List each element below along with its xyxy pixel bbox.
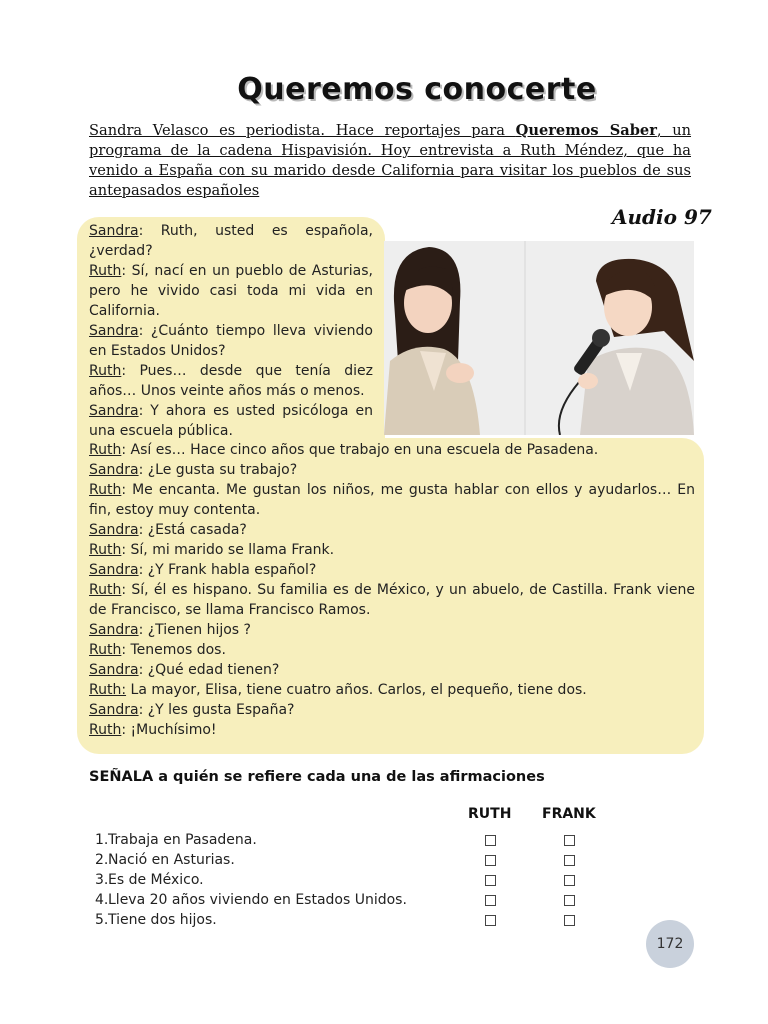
statement-row (95, 910, 435, 930)
dialog-line (89, 540, 695, 560)
dialog-text: : Sí, él es hispano. Su familia es de México, y un abuelo, de Castilla. Frank viene de Francisco, se llama Francisco Ramos. (89, 582, 695, 618)
dialog-bottom (89, 440, 695, 740)
dialog-text: : ¿Y les gusta España? (138, 702, 295, 718)
speaker-name: Ruth (89, 722, 122, 738)
dialog-line (89, 361, 373, 401)
dialog-line (89, 640, 695, 660)
dialog-line (89, 221, 373, 261)
statement-number: 3. (95, 872, 109, 888)
speaker-name: Ruth (89, 442, 122, 458)
intro-text-1: Sandra Velasco es periodista. Hace reportajes para (89, 122, 516, 139)
page-title: Queremos conocerte (237, 72, 597, 107)
dialog-line (89, 560, 695, 580)
program-name: Queremos Saber (515, 122, 657, 139)
checkbox-frank-1[interactable] (564, 835, 575, 846)
column-header-frank: FRANK (542, 806, 596, 822)
column-header-ruth: RUTH (468, 806, 512, 822)
speaker-name: Sandra (89, 702, 139, 718)
dialog-line (89, 401, 373, 441)
dialog-line (89, 580, 695, 620)
statement-row (95, 850, 435, 870)
statement-text: Lleva 20 años viviendo en Estados Unidos. (108, 892, 407, 908)
statement-number: 2. (95, 852, 109, 868)
checkbox-frank-4[interactable] (564, 895, 575, 906)
exercise-instruction: SEÑALA a quién se refiere cada una de las afirmaciones (89, 769, 545, 785)
speaker-name: Ruth (89, 542, 122, 558)
speaker-name: Sandra (89, 622, 139, 638)
statement-text: Es de México. (108, 872, 204, 888)
statement-text: Trabaja en Pasadena. (108, 832, 257, 848)
dialog-text: : ¿Está casada? (138, 522, 247, 538)
statement-text: Tiene dos hijos. (108, 912, 217, 928)
checkbox-frank-3[interactable] (564, 875, 575, 886)
dialog-line (89, 680, 695, 700)
dialog-text: : Me encanta. Me gustan los niños, me gusta hablar con ellos y ayudarlos… En fin, estoy muy contenta. (89, 482, 695, 518)
dialog-text: : Sí, nací en un pueblo de Asturias, pero he vivido casi toda mi vida en California. (89, 263, 373, 319)
dialog-text: : ¿Y Frank habla español? (138, 562, 317, 578)
intro-paragraph (89, 121, 691, 201)
speaker-name: Ruth: (89, 682, 127, 698)
statement-row (95, 890, 435, 910)
dialog-line (89, 440, 695, 460)
intro-text-2: , un programa de la cadena Hispavisión. Hoy entrevista a Ruth Méndez, que ha venido a España con su marido desde California para visitar los pueblos de sus antepasados españoles (89, 122, 692, 199)
checkbox-ruth-5[interactable] (485, 915, 496, 926)
statement-row (95, 830, 435, 850)
dialog-text: : ¿Tienen hijos ? (138, 622, 251, 638)
interview-illustration (384, 241, 694, 435)
dialog-text: : ¡Muchísimo! (121, 722, 217, 738)
checkbox-frank-5[interactable] (564, 915, 575, 926)
statement-number: 4. (95, 892, 109, 908)
dialog-text: : ¿Cuánto tiempo lleva viviendo en Estados Unidos? (89, 323, 373, 359)
dialog-line (89, 460, 695, 480)
dialog-text: : ¿Qué edad tienen? (138, 662, 280, 678)
dialog-line (89, 480, 695, 520)
checkbox-frank-2[interactable] (564, 855, 575, 866)
speaker-name: Sandra (89, 403, 139, 419)
speaker-name: Sandra (89, 562, 139, 578)
speaker-name: Sandra (89, 462, 139, 478)
dialog-line (89, 261, 373, 321)
dialog-text: : Sí, mi marido se llama Frank. (121, 542, 335, 558)
speaker-name: Ruth (89, 363, 122, 379)
dialog-line (89, 720, 695, 740)
speaker-name: Ruth (89, 482, 122, 498)
dialog-line (89, 321, 373, 361)
dialog-line (89, 700, 695, 720)
checkbox-ruth-4[interactable] (485, 895, 496, 906)
speaker-name: Ruth (89, 582, 122, 598)
statement-number: 1. (95, 832, 109, 848)
dialog-text: La mayor, Elisa, tiene cuatro años. Carlos, el pequeño, tiene dos. (126, 682, 587, 698)
statement-number: 5. (95, 912, 109, 928)
dialog-line (89, 660, 695, 680)
dialog-text: : Tenemos dos. (121, 642, 226, 658)
dialog-text: : Pues… desde que tenía diez años… Unos veinte años más o menos. (89, 363, 373, 399)
dialog-text: : Así es… Hace cinco años que trabajo en una escuela de Pasadena. (121, 442, 599, 458)
dialog-text: : ¿Le gusta su trabajo? (138, 462, 298, 478)
dialog-line (89, 520, 695, 540)
audio-label: Audio 97 (612, 205, 712, 229)
speaker-name: Sandra (89, 323, 139, 339)
speaker-name: Sandra (89, 223, 139, 239)
speaker-name: Ruth (89, 642, 122, 658)
interview-photo (384, 241, 694, 435)
dialog-text: : Ruth, usted es española, ¿verdad? (89, 223, 373, 259)
page-number-badge: 172 (646, 920, 694, 968)
speaker-name: Sandra (89, 522, 139, 538)
dialog-line (89, 620, 695, 640)
checkbox-ruth-1[interactable] (485, 835, 496, 846)
speaker-name: Sandra (89, 662, 139, 678)
dialog-top (89, 221, 373, 441)
statement-row (95, 870, 435, 890)
speaker-name: Ruth (89, 263, 122, 279)
checkbox-ruth-2[interactable] (485, 855, 496, 866)
statement-text: Nació en Asturias. (108, 852, 235, 868)
dialog-text: : Y ahora es usted psicóloga en una escuela pública. (89, 403, 373, 439)
checkbox-ruth-3[interactable] (485, 875, 496, 886)
